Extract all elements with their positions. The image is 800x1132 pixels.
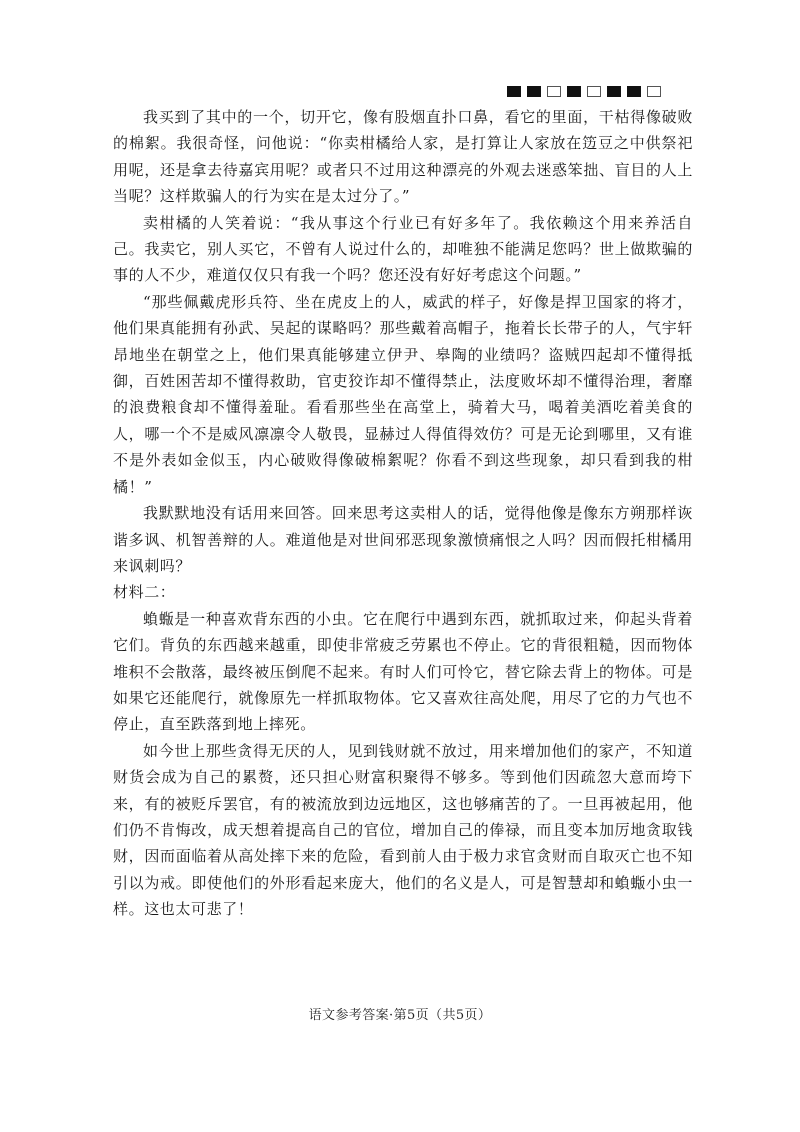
paragraph-fuban-insect: 蝜蝂是一种喜欢背东西的小虫。它在爬行中遇到东西，就抓取过来，仰起头背着它们。背负的东西越来越重，即使非常疲乏劳累也不停止。它的背很粗糙，因而物体堆积不会散落，最终被压倒爬不起来。有时人们可怜它，替它除去背上的物体。可是如果它还能爬行，就像原先一样抓取物体。它又喜欢往高处爬，用尽了它的力气也不停止，直至跌落到地上摔死。 <box>113 609 693 734</box>
page-mark <box>567 86 581 97</box>
page-mark <box>607 86 621 97</box>
paragraph-seller-speech: “那些佩戴虎形兵符、坐在虎皮上的人，威武的样子，好像是捍卫国家的将才，他们果真能拥有孙武、吴起的谋略吗？那些戴着高帽子，拖着长长带子的人，气宇轩昂地坐在朝堂之上，他们果真能够建立伊尹、皋陶的业绩吗？盗贼四起却不懂得抵御，百姓困苦却不懂得救助，官吏狡诈却不懂得禁止，法度败坏却不懂得治理，奢靡的浪费粮食却不懂得羞耻。看看那些坐在高堂上，骑着大马，喝着美酒吃着美食的人，哪一个不是威风凛凛令人敬畏，显赫过人得值得效仿？可是无论到哪里，又有谁不是外表如金似玉，内心破败得像破棉絮呢？你看不到这些现象，却只看到我的柑橘！” <box>113 292 693 496</box>
paragraph-author-reflection: 我默默地没有话用来回答。回来思考这卖柑人的话，觉得他像是像东方朔那样诙谐多讽、机智善辩的人。难道他是对世间邪恶现象激愤痛恨之人吗？因而假托柑橘用来讽刺吗？ <box>113 504 693 575</box>
page-footer: 语文参考答案·第5页（共5页） <box>308 1008 492 1023</box>
paragraph-greedy-people: 如今世上那些贪得无厌的人，见到钱财就不放过，用来增加他们的家产，不知道财货会成为自己的累赘，还只担心财富积聚得不够多。等到他们因疏忽大意而垮下来，有的被贬斥罢官，有的被流放到边远地区，这也够痛苦的了。一旦再被起用，他们仍不肯悔改，成天想着提高自己的官位，增加自己的俸禄，而且变本加厉地贪取钱财，因而面临着从高处摔下来的危险，看到前人由于极力求官贪财而自取灭亡也不知引以为戒。即使他们的外形看起来庞大，他们的名义是人，可是智慧却和蝜蝂小虫一样。这也太可悲了！ <box>113 741 693 919</box>
page-mark <box>627 86 641 97</box>
material-two-heading: 材料二： <box>113 583 176 602</box>
page-mark <box>507 86 521 97</box>
page-position-marks <box>507 86 661 97</box>
paragraph-buying-orange: 我买到了其中的一个，切开它，像有股烟直扑口鼻，看它的里面，干枯得像破败的棉絮。我很奇怪，问他说：“你卖柑橘给人家，是打算让人家放在笾豆之中供祭祀用呢，还是拿去待嘉宾用呢？或者只不过用这种漂亮的外观去迷惑笨拙、盲目的人上当呢？这样欺骗人的行为实在是太过分了。” <box>113 108 693 206</box>
page-mark <box>587 86 601 97</box>
page-mark <box>527 86 541 97</box>
paragraph-seller-reply: 卖柑橘的人笑着说：“我从事这个行业已有好多年了。我依赖这个用来养活自己。我卖它，别人买它，不曾有人说过什么的，却唯独不能满足您吗？世上做欺骗的事的人不少，难道仅仅只有我一个吗？您还没有好好考虑这个问题。” <box>113 213 693 285</box>
page-mark <box>547 86 561 97</box>
answer-body <box>113 104 693 923</box>
page-mark <box>647 86 661 97</box>
